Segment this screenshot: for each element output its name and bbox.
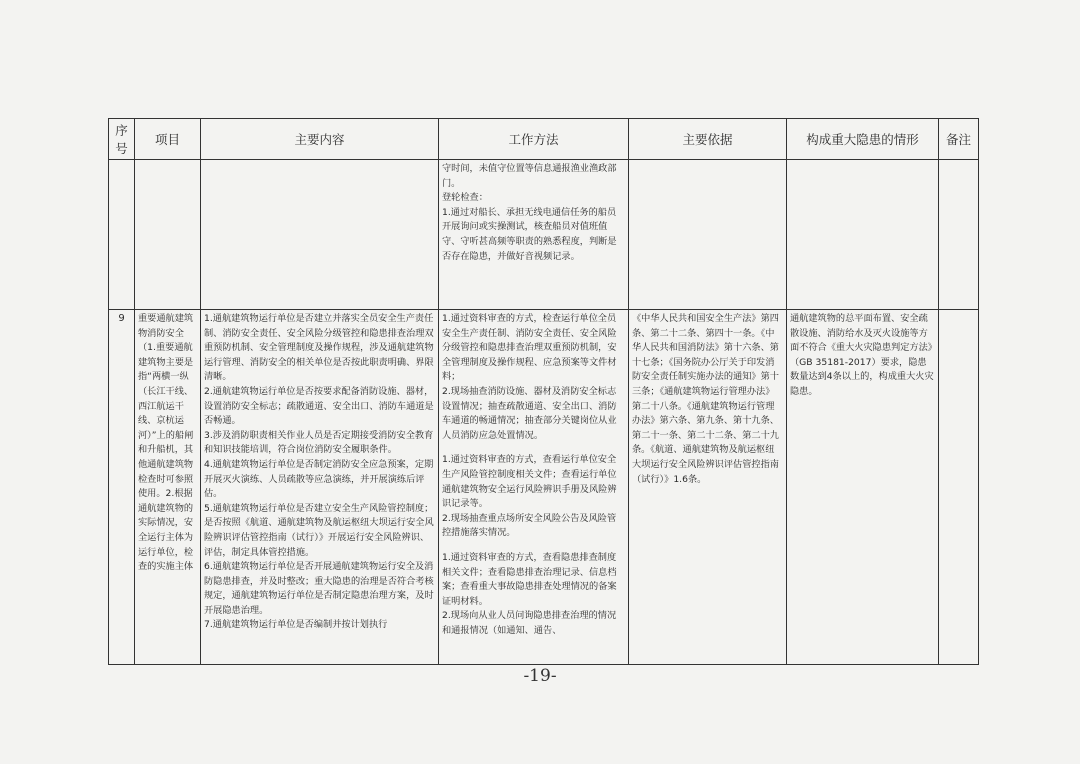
- cell-method: [439, 160, 629, 310]
- content-paragraph: 3.涉及消防职责相关作业人员是否定期接受消防安全教育和知识技能培训，符合岗位消防安全履职条件。: [204, 429, 434, 456]
- header-remark: 备注: [939, 119, 979, 160]
- content-paragraph: 1.通航建筑物运行单位是否建立并落实全员安全生产责任制、消防安全责任、安全风险分级管控和隐患排查治理双重预防机制、安全管理制度及操作规程，涉及通航建筑物运行管理、消防安全的相关单位是否按此职责明确、界限清晰。: [204, 313, 434, 383]
- method-paragraph: 1.通过对船长、承担无线电通信任务的船员开展询问或实操测试，核查船员对值班值守、守听甚高频等职责的熟悉程度，判断是否存在隐患，并做好音视频记录。: [442, 206, 617, 262]
- method-paragraph: 1.通过资料审查的方式，检查运行单位全员安全生产责任制、消防安全责任、安全风险分级管控和隐患排查治理双重预防机制，安全管理制度及操作规程、应急预案等文件材料；: [442, 313, 617, 383]
- method-paragraph: 1.通过资料审查的方式，查看隐患排查制度相关文件；查看隐患排查治理记录、信息档案；查看重大事故隐患排查处理情况的备案证明材料。: [442, 551, 617, 607]
- cell-basis: 《中华人民共和国安全生产法》第四条、第二十二条、第四十一条。《中华人民共和国消防法》第十六条、第十七条；《国务院办公厅关于印发消防安全责任制实施办法的通知》第十三条；《通航建筑物运行管理办法》第二十八条。《通航建筑物运行管理办法》第六条、第九条、第十九条、第二十一条、第二十二条、第二十九条。《航道、通航建筑物及航运枢纽大坝运行安全风险辨识评估管控指南（试行）》1.6条。: [629, 310, 787, 665]
- content-paragraph: 4.通航建筑物运行单位是否制定消防安全应急预案，定期开展灭火演练、人员疏散等应急演练，并开展演练后评估。: [204, 458, 434, 500]
- table-row: [109, 160, 979, 310]
- method-paragraph: 2.现场向从业人员问询隐患排查治理的情况和通报情况（如通知、通告、: [442, 610, 617, 636]
- header-content: 主要内容: [201, 119, 439, 160]
- cell-remark: [939, 310, 979, 665]
- cell-major-hazard: 通航建筑物的总平面布置、安全疏散设施、消防给水及灭火设施等方面不符合《重大火灾隐患判定方法》（GB 35181-2017）要求，隐患数量达到4条以上的，构成重大火灾隐患。: [787, 310, 939, 665]
- method-paragraph: 2.现场抽查消防设施、器材及消防安全标志设置情况；抽查疏散通道、安全出口、消防车通道的畅通情况；抽查部分关键岗位从业人员消防应急处置情况。: [442, 385, 617, 441]
- header-method: 工作方法: [439, 119, 629, 160]
- header-major-hazard: 构成重大隐患的情形: [787, 119, 939, 160]
- content-paragraph: 5.通航建筑物运行单位是否建立安全生产风险管控制度；是否按照《航道、通航建筑物及航运枢纽大坝运行安全风险辨识评估管控指南（试行）》开展运行安全风险辨识、评估，制定具体管控措施。: [204, 502, 434, 558]
- cell-content: [201, 310, 439, 665]
- method-paragraph: 1.通过资料审查的方式，查看运行单位安全生产风险管控制度相关文件；查看运行单位通航建筑物安全运行风险辨识手册及风险辨识记录等。: [442, 454, 617, 510]
- header-basis: 主要依据: [629, 119, 787, 160]
- cell-method: [439, 310, 629, 665]
- cell-seq: 9: [109, 310, 135, 665]
- table-header-row: [109, 119, 979, 160]
- cell-major-hazard: [787, 160, 939, 310]
- content-paragraph: 7.通航建筑物运行单位是否编制并按计划执行: [204, 619, 388, 631]
- inspection-table: [108, 118, 979, 665]
- cell-seq: [109, 160, 135, 310]
- cell-remark: [939, 160, 979, 310]
- method-paragraph: 登轮检查：: [442, 192, 488, 204]
- method-paragraph: 守时间，未值守位置等信息通报渔业渔政部门。: [442, 163, 617, 189]
- cell-item: 重要通航建筑物消防安全（1.重要通航建筑物主要是指“两横一纵（长江干线、西江航运干线、京杭运河）”上的船闸和升船机，其他通航建筑物检查时可参照使用。2.根据通航建筑物的实际情况，安全运行主体为运行单位，检查的实施主体: [135, 310, 201, 665]
- header-seq: 序号: [109, 119, 135, 160]
- content-paragraph: 6.通航建筑物运行单位是否开展通航建筑物运行安全及消防隐患排查，并及时整改；重大隐患的治理是否符合考核规定，通航建筑物运行单位是否制定隐患治理方案，及时开展隐患治理。: [204, 561, 434, 616]
- cell-item: [135, 160, 201, 310]
- method-paragraph: 2.现场抽查重点场所安全风险公告及风险管控措施落实情况。: [442, 512, 617, 539]
- table-row: [109, 310, 979, 665]
- cell-content: [201, 160, 439, 310]
- page-number: -19-: [523, 666, 557, 686]
- cell-basis: [629, 160, 787, 310]
- content-paragraph: 2.通航建筑物运行单位是否按要求配备消防设施、器材，设置消防安全标志；疏散通道、安全出口、消防车通道是否畅通。: [204, 385, 434, 427]
- header-item: 项目: [135, 119, 201, 160]
